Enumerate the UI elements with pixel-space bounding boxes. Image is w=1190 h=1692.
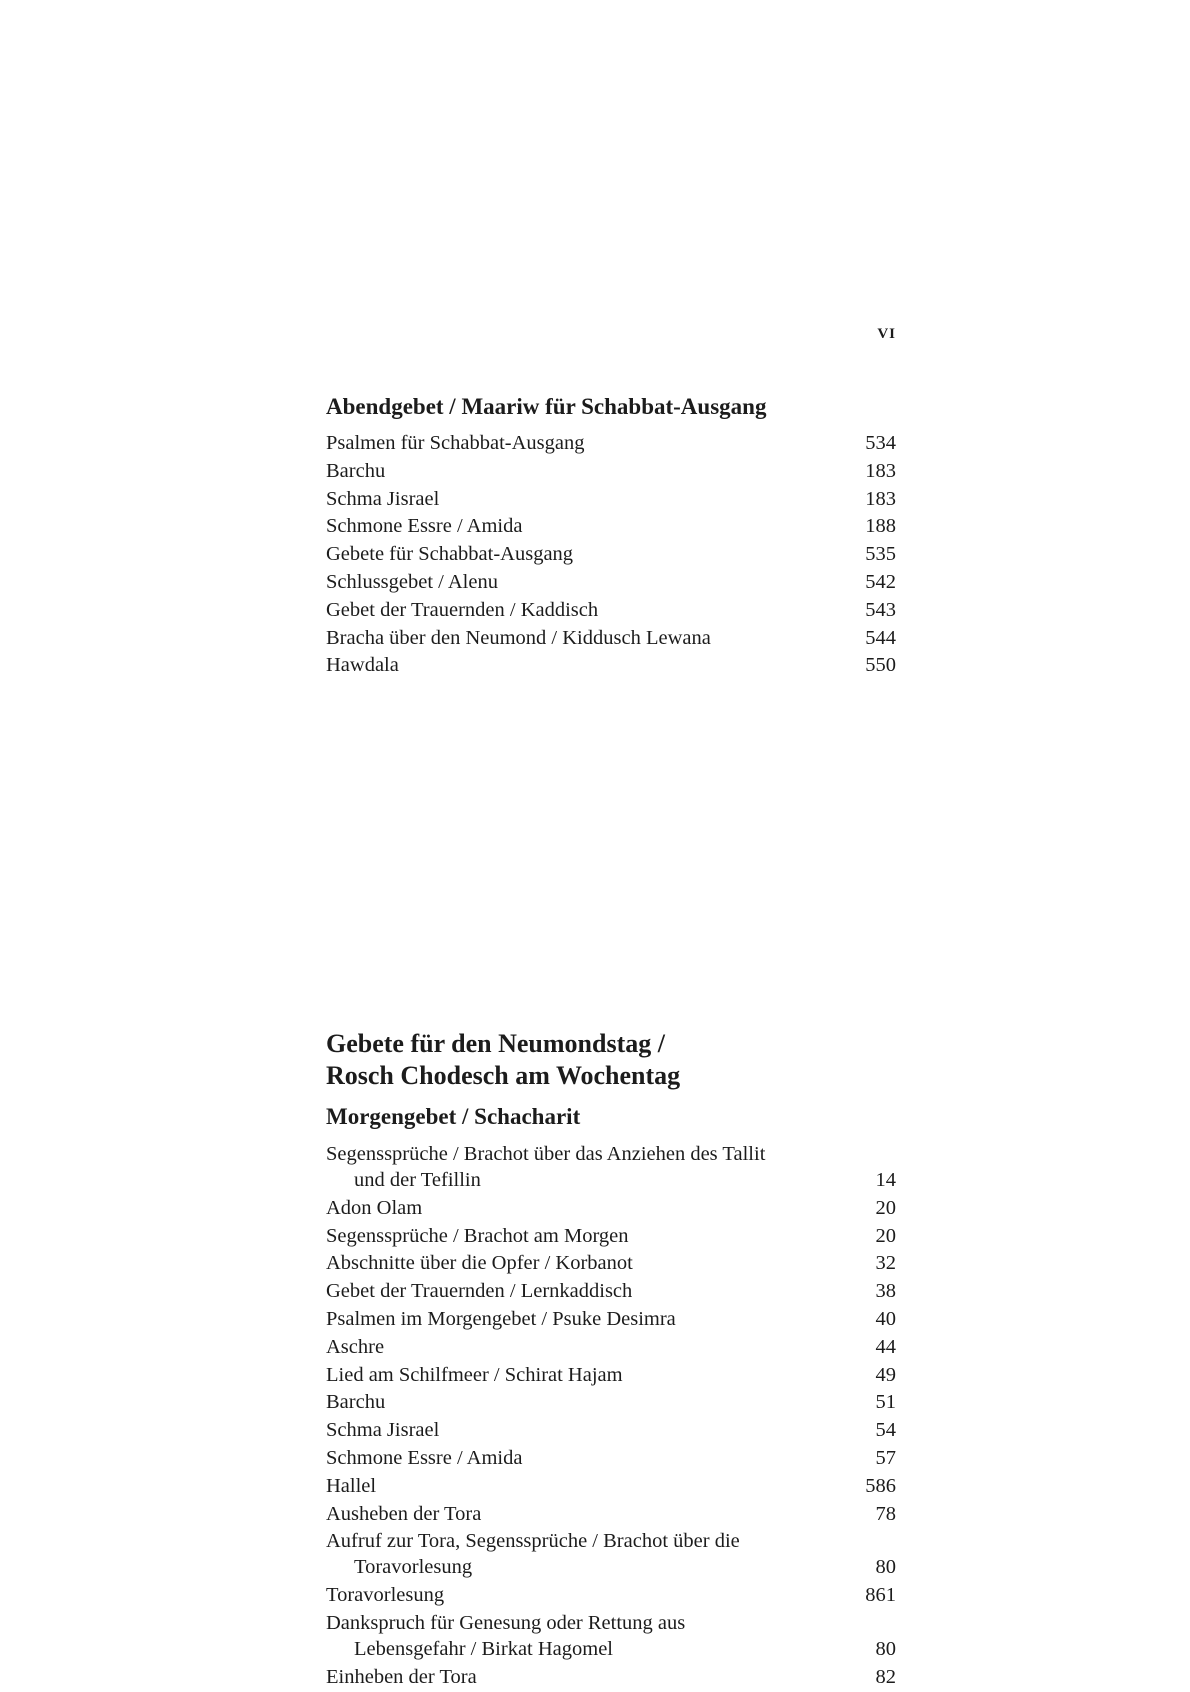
toc-entry — [326, 1223, 896, 1249]
toc-entry-label — [326, 1141, 856, 1193]
toc-entry-page-number: 57 — [875, 1446, 896, 1469]
toc-entry — [326, 1445, 896, 1471]
toc-entry — [326, 541, 896, 567]
toc-entry-page-number: 40 — [875, 1307, 896, 1330]
toc-entry — [326, 652, 896, 678]
toc-entry — [326, 1141, 896, 1193]
toc-entry — [326, 1389, 896, 1415]
toc-entry-page-number: 543 — [865, 598, 896, 621]
toc-entry-page-number: 80 — [875, 1637, 896, 1660]
toc-entry-page-number: 586 — [865, 1474, 896, 1497]
toc-entry-label — [326, 1389, 856, 1415]
toc-entry-page-number: 44 — [875, 1335, 896, 1358]
toc-entry — [326, 1610, 896, 1662]
toc-entry-title: Dankspruch für Genesung oder Rettung aus — [326, 1611, 686, 1634]
toc-entry — [326, 1250, 896, 1276]
toc-entry-label — [326, 1610, 856, 1662]
toc-entry-page-number: 80 — [875, 1556, 896, 1579]
toc-entry — [326, 513, 896, 539]
toc-entry-page-number: 20 — [875, 1196, 896, 1219]
toc-entry-label — [326, 541, 856, 567]
toc-entry — [326, 1501, 896, 1527]
toc-entry — [326, 1582, 896, 1608]
toc-entry — [326, 1473, 896, 1499]
toc-entry-label — [326, 1362, 856, 1388]
toc-entry-label — [326, 1501, 856, 1527]
toc-entry-page-number: 14 — [875, 1169, 896, 1191]
toc-entry-label — [326, 1664, 856, 1690]
toc-entry-label — [326, 569, 856, 595]
toc-entry-label — [326, 1528, 856, 1580]
toc-entry — [326, 597, 896, 623]
toc-entry-title: Aufruf zur Tora, Segenssprüche / Brachot über die — [326, 1530, 740, 1553]
toc-entry-title: Psalmen für Schabbat-Ausgang — [326, 432, 585, 454]
toc-entry-page-number: 550 — [865, 654, 896, 677]
toc-entry-label — [326, 458, 856, 484]
toc-entry-page-number: 20 — [875, 1224, 896, 1247]
toc-entry-title: Schma Jisrael — [326, 487, 440, 510]
toc-entry — [326, 569, 896, 595]
toc-entry-label — [326, 1250, 856, 1276]
toc-entry-page-number: 534 — [865, 432, 896, 454]
toc-entry-title: Schlussgebet / Alenu — [326, 570, 498, 593]
toc-entry-page-number: 54 — [875, 1419, 896, 1442]
toc-entry-title: Ausheben der Tora — [326, 1502, 482, 1525]
page-number: VI — [877, 326, 896, 342]
toc-entry-title: Gebet der Trauernden / Lernkaddisch — [326, 1280, 633, 1303]
toc-entry-title: Barchu — [326, 459, 386, 482]
toc-entry-page-number: 78 — [875, 1502, 896, 1525]
toc-entry — [326, 430, 896, 456]
toc-entry — [326, 625, 896, 651]
section-title-maariw: Abendgebet / Maariw für Schabbat-Ausgang — [326, 394, 767, 419]
toc-entry-page-number: 82 — [875, 1665, 896, 1688]
toc-entry — [326, 1528, 896, 1580]
toc-entry — [326, 1306, 896, 1332]
toc-entry-title-continuation: Toravorlesung — [354, 1556, 473, 1579]
toc-entry-label — [326, 1223, 856, 1249]
toc-entry-page-number: 861 — [865, 1584, 896, 1607]
toc-entry — [326, 1195, 896, 1221]
toc-entry-title: Lied am Schilfmeer / Schirat Hajam — [326, 1363, 623, 1386]
toc-entry-title: Schmone Essre / Amida — [326, 1446, 523, 1469]
toc-entry-title-continuation: und der Tefillin — [354, 1169, 481, 1191]
toc-entry-label — [326, 1278, 856, 1304]
toc-entry — [326, 1278, 896, 1304]
toc-entry-title: Aschre — [326, 1335, 385, 1358]
section-title-neumond — [326, 1028, 680, 1092]
toc-entry-page-number: 183 — [865, 459, 896, 482]
toc-entry-label — [326, 1473, 856, 1499]
toc-entry-label — [326, 1582, 856, 1608]
toc-entry-page-number: 188 — [865, 515, 896, 538]
toc-entry-title: Adon Olam — [326, 1196, 423, 1219]
toc-entry-title: Segenssprüche / Brachot über das Anziehen des Tallit — [326, 1143, 766, 1165]
toc-entry-label — [326, 486, 856, 512]
section-title-line-2: Rosch Chodesch am Wochentag — [326, 1061, 681, 1090]
toc-entry-title: Einheben der Tora — [326, 1665, 477, 1688]
toc-entry-page-number: 38 — [875, 1280, 896, 1303]
toc-entry-page-number: 535 — [865, 543, 896, 566]
toc-entry-title: Schma Jisrael — [326, 1419, 440, 1442]
toc-entry-page-number: 542 — [865, 570, 896, 593]
toc-entry-title: Abschnitte über die Opfer / Korbanot — [326, 1252, 633, 1275]
toc-entry-title: Gebete für Schabbat-Ausgang — [326, 543, 574, 566]
toc-entry-label — [326, 1195, 856, 1221]
toc-entry-page-number: 183 — [865, 487, 896, 510]
toc-entry — [326, 1334, 896, 1360]
toc-entry — [326, 486, 896, 512]
toc-entry-title: Hawdala — [326, 654, 399, 677]
section-title-line-1: Gebete für den Neumondstag / — [326, 1029, 665, 1058]
toc-entry-label — [326, 1306, 856, 1332]
toc-entry-title: Psalmen im Morgengebet / Psuke Desimra — [326, 1307, 676, 1330]
toc-entry-page-number: 32 — [875, 1252, 896, 1275]
toc-entry-label — [326, 652, 856, 678]
toc-entry-title: Gebet der Trauernden / Kaddisch — [326, 598, 599, 621]
toc-entry-title: Schmone Essre / Amida — [326, 515, 523, 538]
toc-list-maariw — [326, 430, 896, 680]
toc-entry-label — [326, 1445, 856, 1471]
toc-entry-page-number: 51 — [875, 1391, 896, 1414]
toc-entry-title: Barchu — [326, 1391, 386, 1414]
toc-list-schacharit — [326, 1141, 896, 1692]
toc-entry-label — [326, 430, 856, 456]
toc-entry — [326, 1664, 896, 1690]
toc-entry-title: Bracha über den Neumond / Kiddusch Lewana — [326, 626, 711, 649]
toc-entry-title: Segenssprüche / Brachot am Morgen — [326, 1224, 629, 1247]
subsection-title-schacharit: Morgengebet / Schacharit — [326, 1104, 581, 1129]
toc-entry — [326, 1362, 896, 1388]
toc-entry-label — [326, 1417, 856, 1443]
toc-entry-title: Hallel — [326, 1474, 377, 1497]
toc-entry-title: Toravorlesung — [326, 1584, 445, 1607]
toc-entry — [326, 1417, 896, 1443]
toc-entry-title-continuation: Lebensgefahr / Birkat Hagomel — [354, 1637, 614, 1660]
toc-entry-page-number: 544 — [865, 626, 896, 649]
toc-entry-page-number: 49 — [875, 1363, 896, 1386]
toc-entry — [326, 458, 896, 484]
toc-entry-label — [326, 625, 856, 651]
toc-entry-label — [326, 513, 856, 539]
toc-entry-label — [326, 597, 856, 623]
toc-entry-label — [326, 1334, 856, 1360]
